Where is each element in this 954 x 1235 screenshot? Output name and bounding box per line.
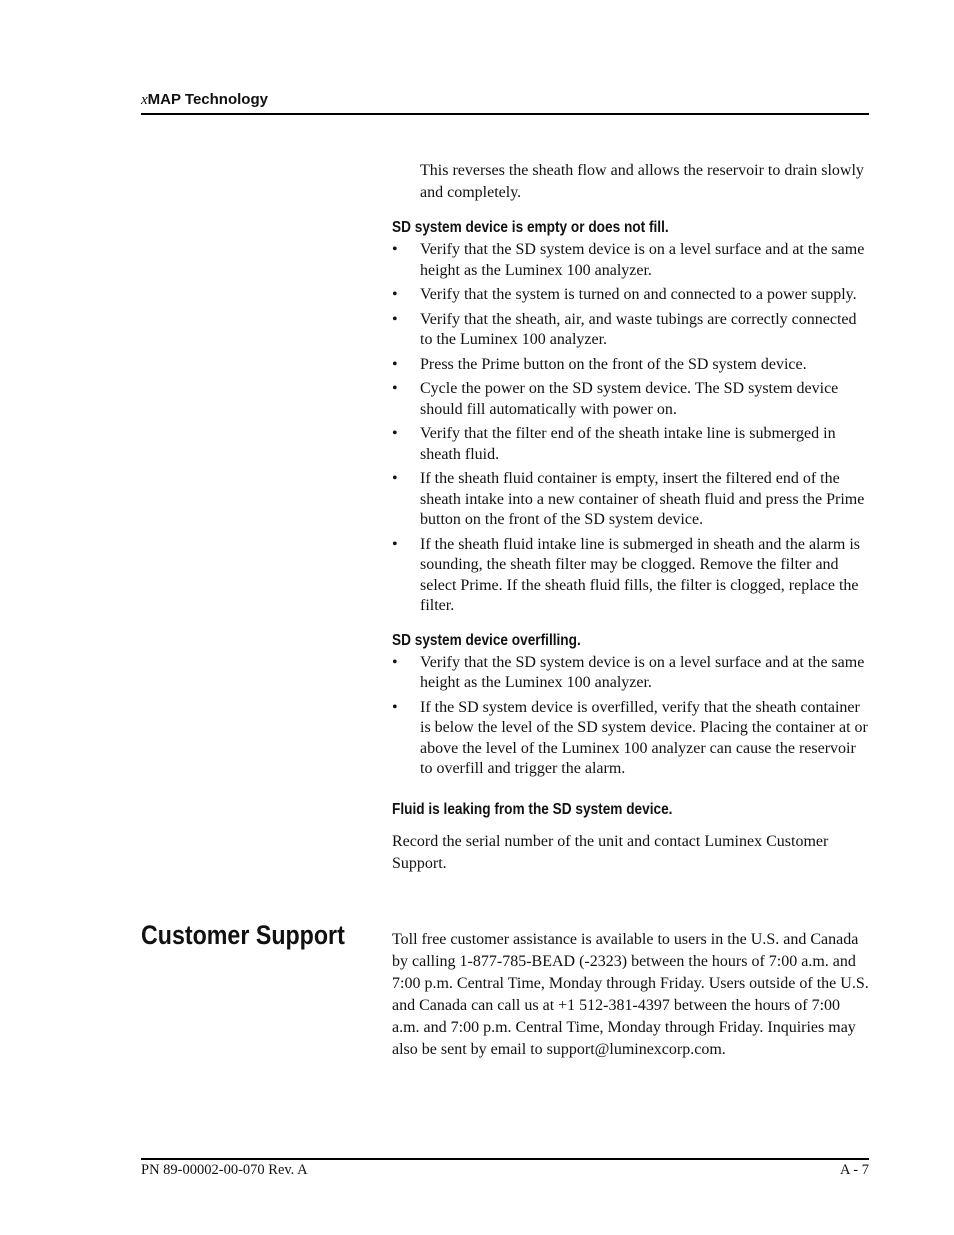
- footer-page-number: A - 7: [840, 1162, 869, 1178]
- customer-support-title: Customer Support: [141, 920, 345, 950]
- intro-paragraph: This reverses the sheath flow and allows the reservoir to drain slowly and completely.: [420, 162, 864, 201]
- customer-support-text: Toll free customer assistance is available to users in the U.S. and Canada by calling 1-877-785-BEAD (-2323) between the hours of 7:00 a.m. and 7:00 p.m. Central Time, Monday through Friday. Users outside of the U.S. and Canada can call us at +1 512-381-4397 between the hours of 7:00 a.m. and 7:00 p.m. Central Time, Monday through Friday. Inquiries may also be sent by email to support@luminexcorp.com.: [392, 931, 869, 1058]
- section-heading-empty: SD system device is empty or does not fill.: [392, 219, 669, 236]
- main-content: [392, 160, 870, 875]
- bullet-list-empty: [392, 240, 870, 617]
- footer-rule: [141, 1158, 869, 1160]
- list-item: • Verify that the SD system device is on a level surface and at the same height as the Luminex 100 analyzer.: [392, 240, 870, 281]
- list-item: • Cycle the power on the SD system device. The SD system device should fill automatically with power on.: [392, 379, 870, 420]
- footer-part-number: PN 89-00002-00-070 Rev. A: [141, 1162, 308, 1178]
- bullet-list-overfilling: [392, 653, 870, 780]
- list-item: • Press the Prime button on the front of the SD system device.: [392, 355, 870, 376]
- section-heading-leaking: Fluid is leaking from the SD system device.: [392, 800, 673, 818]
- header-title: MAP Technology: [147, 91, 268, 108]
- header-italic-prefix: x: [141, 92, 148, 108]
- section-heading-overfilling: SD system device overfilling.: [392, 631, 581, 649]
- leaking-paragraph: Record the serial number of the unit and contact Luminex Customer Support.: [392, 832, 829, 872]
- list-item: • If the sheath fluid container is empty, insert the filtered end of the sheath intake into a new container of sheath fluid and press the Prime button on the front of the SD system device.: [392, 469, 870, 531]
- header-rule: [141, 113, 869, 115]
- list-item: • Verify that the SD system device is on a level surface and at the same height as the Luminex 100 analyzer.: [392, 653, 870, 694]
- list-item: • Verify that the filter end of the sheath intake line is submerged in sheath fluid.: [392, 424, 870, 465]
- list-item: • If the SD system device is overfilled, verify that the sheath container is below the level of the SD system device. Placing the container at or above the level of the Luminex 100 analyzer can cause the reservoir to overfill and trigger the alarm.: [392, 698, 870, 780]
- list-item: • If the sheath fluid intake line is submerged in sheath and the alarm is sounding, the sheath filter may be clogged. Remove the filter and select Prime. If the sheath fluid fills, the filter is clogged, replace the filter.: [392, 535, 870, 617]
- running-header: [141, 91, 869, 109]
- list-item: • Verify that the system is turned on and connected to a power supply.: [392, 285, 870, 306]
- list-item: • Verify that the sheath, air, and waste tubings are correctly connected to the Luminex 100 analyzer.: [392, 310, 870, 351]
